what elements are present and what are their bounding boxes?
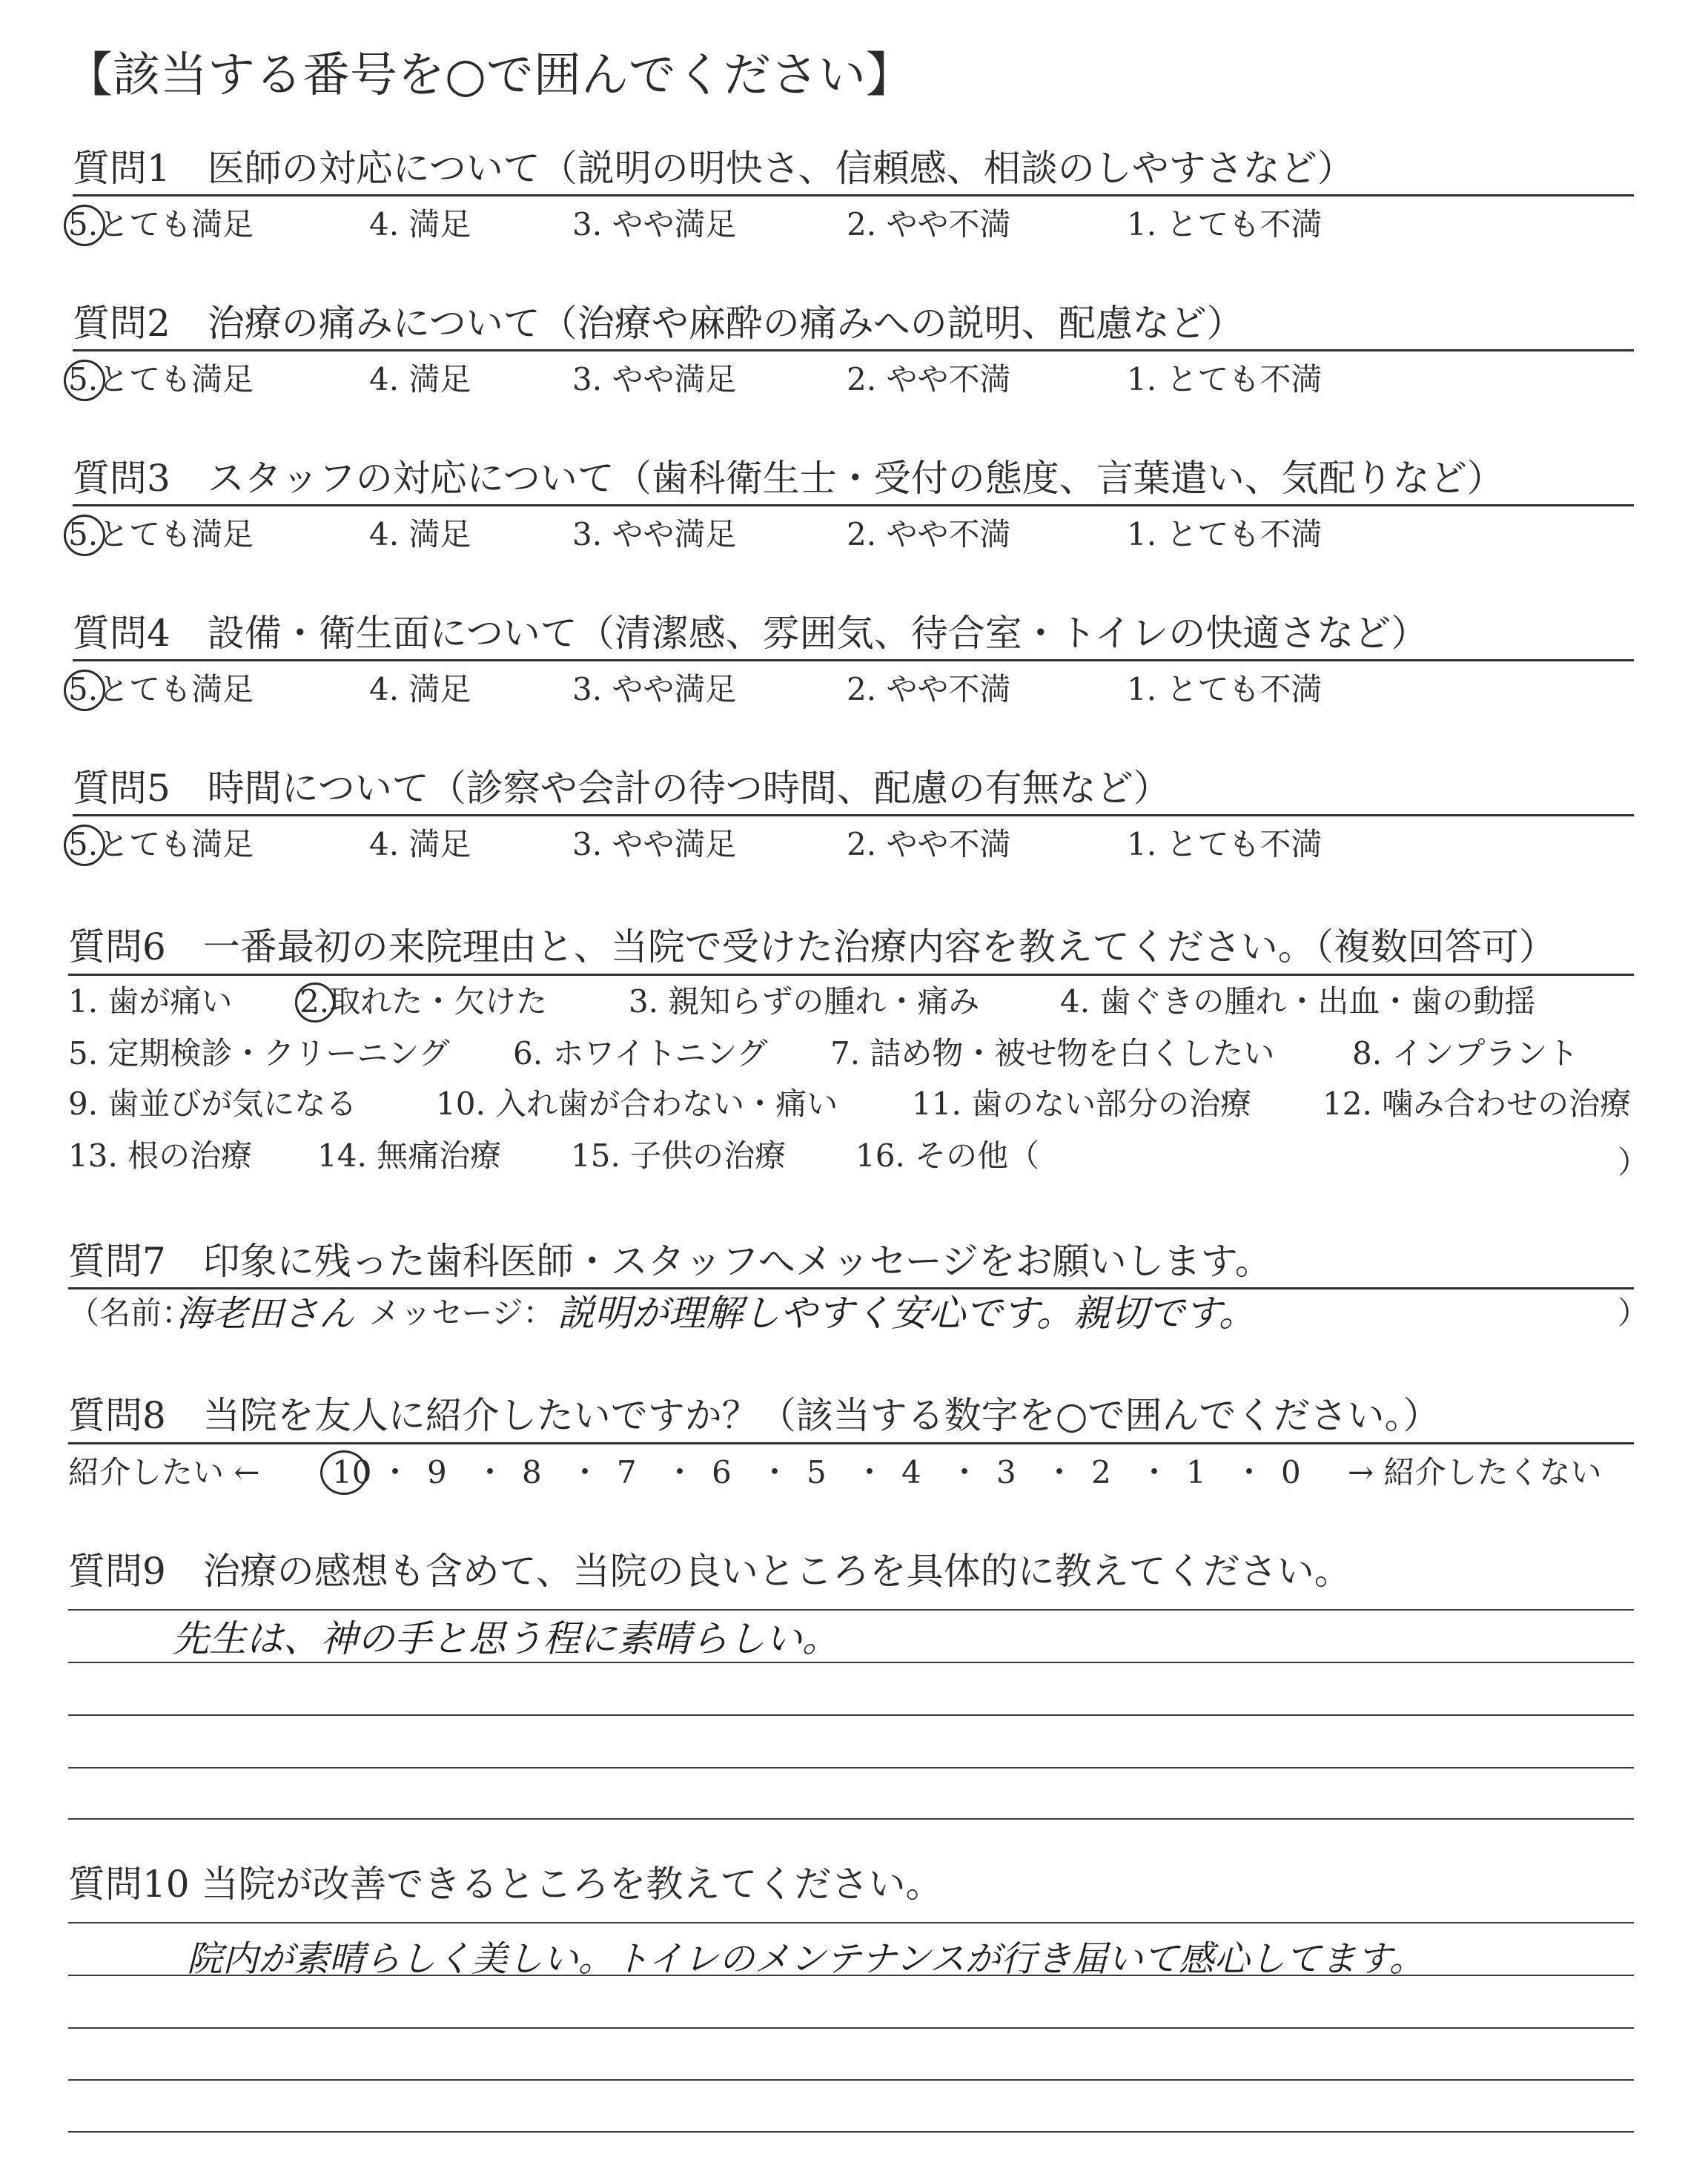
q7-message-handwritten: 説明が理解しやすく安心です。親切です。 [557,1292,1256,1335]
question-5-heading: 質問5 時間について（診察や会計の待つ時間、配慮の有無など） [73,767,1171,810]
question-3-rule [73,504,1634,506]
q6-option-2: 2.取れた・欠けた [299,983,548,1020]
q1-option-4: 4. 満足 [369,206,471,242]
q6-option-14: 14. 無痛治療 [317,1137,502,1174]
q4-option-1: 1. とても不満 [1127,671,1323,707]
question-4-heading: 質問4 設備・衛生面について（清潔感、雰囲気、待合室・トイレの快適さなど） [73,612,1429,655]
q6-option-3: 3. 親知らずの腫れ・痛み [629,983,980,1020]
q7-message-label: メッセージ： [369,1295,555,1331]
q6-option-5: 5. 定期検診・クリーニング [68,1035,450,1071]
q2-option-3: 3. やや満足 [572,361,737,397]
q8-scale-0: 0 [1281,1454,1301,1490]
q6-option-10: 10. 入れ歯が合わない・痛い [436,1086,838,1122]
q9-answer-line [68,1767,1634,1768]
q8-separator: ・ [569,1454,601,1490]
question-7-heading: 質問7 印象に残った歯科医師・スタッフへメッセージをお願いします。 [68,1240,1272,1283]
question-3-heading: 質問3 スタッフの対応について（歯科衛生士・受付の態度、言葉遣い、気配りなど） [73,457,1504,500]
question-2-rule [73,349,1634,351]
q10-answer-line [68,2079,1634,2081]
q10-answer-line [68,1922,1634,1923]
q6-option-13: 13. 根の治療 [68,1137,253,1174]
question-5-rule [73,814,1634,816]
q8-separator: ・ [1234,1454,1265,1490]
q9-answer-line [68,1609,1634,1611]
q8-separator: ・ [1044,1454,1076,1490]
q8-separator: ・ [380,1454,411,1490]
q10-answer-line [68,2027,1634,2029]
question-8-heading: 質問8 当院を友人に紹介したいですか？（該当する数字を○で囲んでください。） [68,1394,1440,1437]
q8-scale-5: 5 [807,1454,827,1490]
q7-name-label: （名前： [68,1295,193,1331]
q8-scale-10: 10 [332,1454,372,1490]
q8-scale-4: 4 [901,1454,921,1490]
q3-option-5: 5.とても満足 [68,516,254,552]
q1-option-5: 5.とても満足 [68,206,254,242]
q4-selected-circle [64,670,105,711]
q3-option-3: 3. やや満足 [572,516,737,552]
q8-scale-7: 7 [617,1454,637,1490]
q2-option-1: 1. とても不満 [1127,361,1323,397]
q2-option-2: 2. やや不満 [847,361,1011,397]
q2-option-4: 4. 満足 [369,361,471,397]
q10-answer-line [68,2131,1634,2133]
q9-answer-line [68,1818,1634,1820]
q3-selected-circle [64,515,105,556]
question-6-rule [68,974,1634,976]
q5-option-4: 4. 満足 [369,826,471,862]
q3-option-4: 4. 満足 [369,516,471,552]
q9-answer-line [68,1714,1634,1716]
q8-separator: ・ [1139,1454,1171,1490]
q8-left-label: 紹介したい ← [68,1454,260,1490]
q8-scale-2: 2 [1091,1454,1111,1490]
q4-option-3: 3. やや満足 [572,671,737,707]
q6-option-11: 11. 歯のない部分の治療 [912,1086,1252,1122]
q8-selected-circle [320,1450,368,1495]
q6-option-1: 1. 歯が痛い [68,983,233,1020]
question-8-rule [68,1442,1634,1444]
page-title: 【該当する番号を○で囲んでください】 [65,48,913,103]
q6-other-close-paren: ） [1618,1144,1649,1180]
q8-separator: ・ [474,1454,506,1490]
q8-scale-6: 6 [712,1454,732,1490]
q4-option-5: 5.とても満足 [68,671,254,707]
q1-option-1: 1. とても不満 [1127,206,1323,242]
q5-selected-circle [64,825,105,866]
q2-selected-circle [64,360,105,401]
q8-separator: ・ [949,1454,981,1490]
q6-option-15: 15. 子供の治療 [571,1137,787,1174]
q4-option-2: 2. やや不満 [847,671,1011,707]
question-7-rule [68,1287,1634,1289]
q1-option-3: 3. やや満足 [572,206,737,242]
q6-selected-circle [295,982,335,1023]
q8-scale-1: 1 [1186,1454,1206,1490]
q7-name-handwritten: 海老田さん [176,1293,355,1335]
q5-option-3: 3. やや満足 [572,826,737,862]
q4-option-4: 4. 満足 [369,671,471,707]
q6-option-7: 7. 詰め物・被せ物を白くしたい [830,1035,1275,1071]
q8-separator: ・ [759,1454,791,1490]
q8-right-label: → 紹介したくない [1348,1454,1602,1490]
question-4-rule [73,659,1634,661]
q3-option-1: 1. とても不満 [1127,516,1323,552]
q3-option-2: 2. やや不満 [847,516,1011,552]
q5-option-2: 2. やや不満 [847,826,1011,862]
q9-answer-handwritten: 先生は、神の手と思う程に素晴らしい。 [172,1617,839,1660]
q7-close-paren: ） [1618,1295,1649,1331]
q6-option-16: 16. その他（ [855,1137,1040,1174]
question-1-heading: 質問1 医師の対応について（説明の明快さ、信頼感、相談のしやすさなど） [73,147,1354,190]
q5-option-5: 5.とても満足 [68,826,254,862]
q8-scale-3: 3 [996,1454,1016,1490]
q10-answer-handwritten: 院内が素晴らしく美しい。トイレのメンテナンスが行き届いて感心してます。 [187,1938,1425,1980]
q6-option-8: 8. インプラント [1352,1035,1579,1071]
q2-option-5: 5.とても満足 [68,361,254,397]
q6-option-9: 9. 歯並びが気になる [68,1086,357,1122]
q5-option-1: 1. とても不満 [1127,826,1323,862]
q9-answer-line [68,1662,1634,1663]
q8-separator: ・ [664,1454,696,1490]
question-6-heading: 質問6 一番最初の来院理由と、当院で受けた治療内容を教えてください。（複数回答可） [68,925,1556,968]
q1-selected-circle [64,205,105,246]
question-2-heading: 質問2 治療の痛みについて（治療や麻酔の痛みへの説明、配慮など） [73,302,1244,345]
question-10-heading: 質問10 当院が改善できるところを教えてください。 [68,1863,943,1906]
q6-option-6: 6. ホワイトニング [513,1035,768,1071]
q1-option-2: 2. やや不満 [847,206,1011,242]
q6-option-12: 12. 噛み合わせの治療 [1323,1086,1632,1122]
q8-separator: ・ [854,1454,886,1490]
q8-scale-8: 8 [522,1454,542,1490]
q6-option-4: 4. 歯ぐきの腫れ・出血・歯の動揺 [1060,983,1536,1020]
q8-scale-9: 9 [427,1454,447,1490]
question-9-heading: 質問9 治療の感想も含めて、当院の良いところを具体的に教えてください。 [68,1550,1351,1593]
question-1-rule [73,194,1634,196]
q10-answer-line [68,1975,1634,1976]
